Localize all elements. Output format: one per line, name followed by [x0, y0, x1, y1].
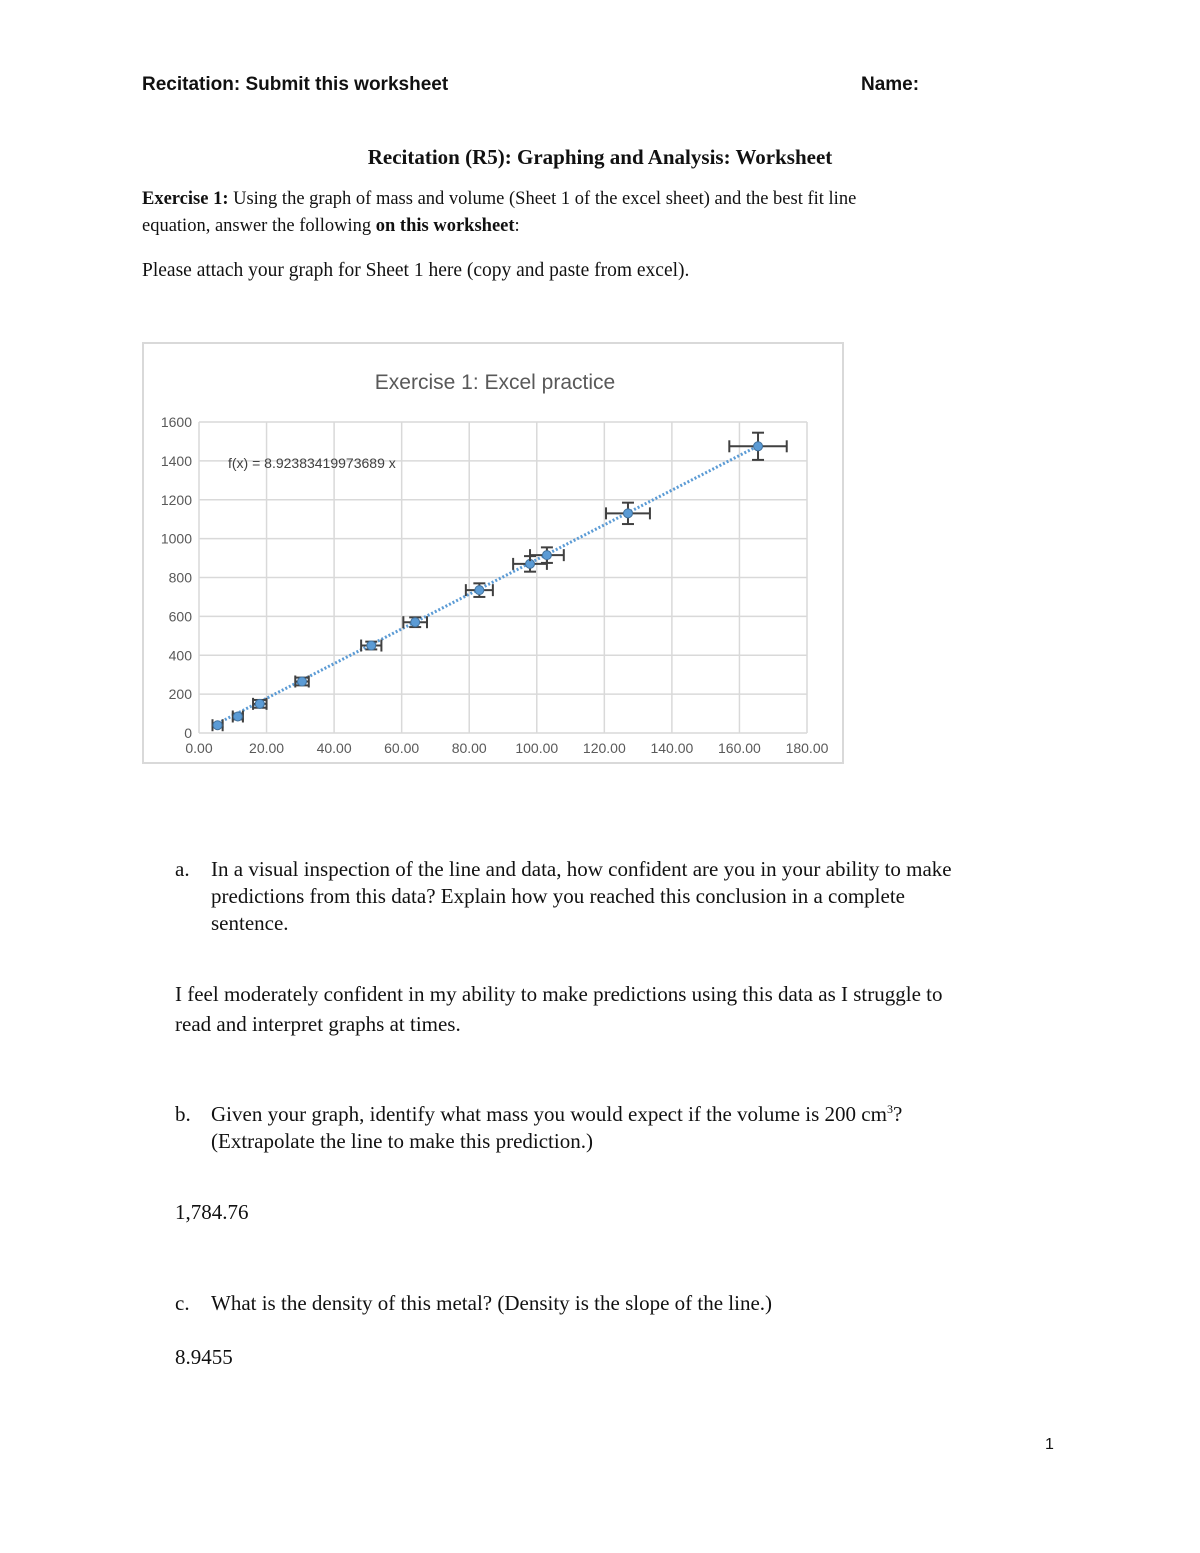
chart-y-tick-label: 800	[168, 569, 192, 586]
chart-data-point	[233, 712, 242, 721]
answer-b: 1,784.76	[175, 1200, 249, 1224]
chart-data-point	[623, 509, 632, 518]
chart-x-tick-label: 180.00	[785, 740, 829, 756]
answer-c: 8.9455	[175, 1345, 233, 1369]
exercise-intro	[142, 186, 1042, 240]
chart-y-tick-label: 200	[168, 686, 192, 703]
page-title: Recitation (R5): Graphing and Analysis: Worksheet	[367, 145, 833, 169]
question-b-superscript: 3	[886, 1102, 893, 1116]
chart-y-tick-label: 1000	[160, 530, 192, 547]
chart-title: Exercise 1: Excel practice	[374, 371, 616, 394]
chart-data-point	[255, 699, 264, 708]
chart-data-point	[475, 586, 484, 595]
chart-x-tick-label: 140.00	[650, 740, 694, 756]
question-a-line: sentence.	[211, 911, 289, 935]
scatter-chart	[144, 344, 846, 766]
exercise-bold: on this worksheet	[375, 216, 515, 236]
chart-data-point	[213, 721, 222, 730]
chart-y-tick-label: 600	[168, 608, 192, 625]
chart-y-tick-label: 1200	[160, 491, 192, 508]
chart-data-point	[367, 641, 376, 650]
question-b-qmark: ?	[892, 1102, 903, 1126]
chart-data-point	[411, 618, 420, 627]
chart-y-tick-label: 400	[168, 647, 192, 664]
chart-container	[142, 342, 844, 764]
chart-y-tick-label: 0	[184, 725, 192, 741]
attach-instruction: Please attach your graph for Sheet 1 here (copy and paste from excel).	[142, 260, 690, 281]
page-number: 1	[1045, 1436, 1054, 1453]
question-c-text: What is the density of this metal? (Density is the slope of the line.)	[211, 1291, 773, 1315]
chart-data-point	[542, 551, 551, 560]
question-b-text	[211, 1101, 1071, 1155]
question-b-line: (Extrapolate the line to make this prediction.)	[211, 1129, 593, 1153]
chart-x-tick-label: 80.00	[451, 740, 487, 756]
question-b-line: Given your graph, identify what mass you would expect if the volume is 200 cm	[211, 1102, 887, 1126]
header-name-label: Name:	[861, 74, 920, 95]
chart-x-tick-label: 120.00	[582, 740, 626, 756]
question-a-text	[211, 856, 1071, 937]
chart-x-tick-label: 60.00	[384, 740, 420, 756]
chart-trendline-equation: f(x) = 8.92383419973689 x	[228, 455, 396, 471]
header-left: Recitation: Submit this worksheet	[142, 74, 449, 95]
question-b-letter: b.	[175, 1102, 191, 1126]
answer-a-line: read and interpret graphs at times.	[175, 1012, 461, 1036]
question-a-line: predictions from this data? Explain how you reached this conclusion in a complete	[211, 884, 905, 908]
question-a-line: In a visual inspection of the line and data, how confident are you in your ability to make	[211, 857, 952, 881]
chart-x-tick-label: 100.00	[515, 740, 559, 756]
question-a-letter: a.	[175, 857, 190, 881]
answer-a	[175, 979, 1075, 1039]
exercise-label: Exercise 1:	[142, 189, 229, 209]
exercise-text-end: :	[514, 216, 520, 236]
chart-x-tick-label: 40.00	[316, 740, 352, 756]
chart-x-tick-label: 160.00	[718, 740, 761, 756]
chart-x-tick-label: 0.00	[185, 740, 213, 756]
chart-data-point	[298, 677, 307, 686]
chart-data-point	[754, 442, 763, 451]
chart-y-tick-label: 1600	[160, 414, 192, 430]
chart-x-tick-label: 20.00	[249, 740, 285, 756]
chart-y-tick-label: 1400	[160, 452, 192, 469]
exercise-text-1: Using the graph of mass and volume (Sheet 1 of the excel sheet) and the best fit line	[228, 189, 857, 209]
question-c-letter: c.	[175, 1291, 190, 1315]
exercise-text-2: equation, answer the following	[142, 216, 376, 236]
answer-a-line: I feel moderately confident in my ability to make predictions using this data as I struggle to	[175, 982, 943, 1006]
